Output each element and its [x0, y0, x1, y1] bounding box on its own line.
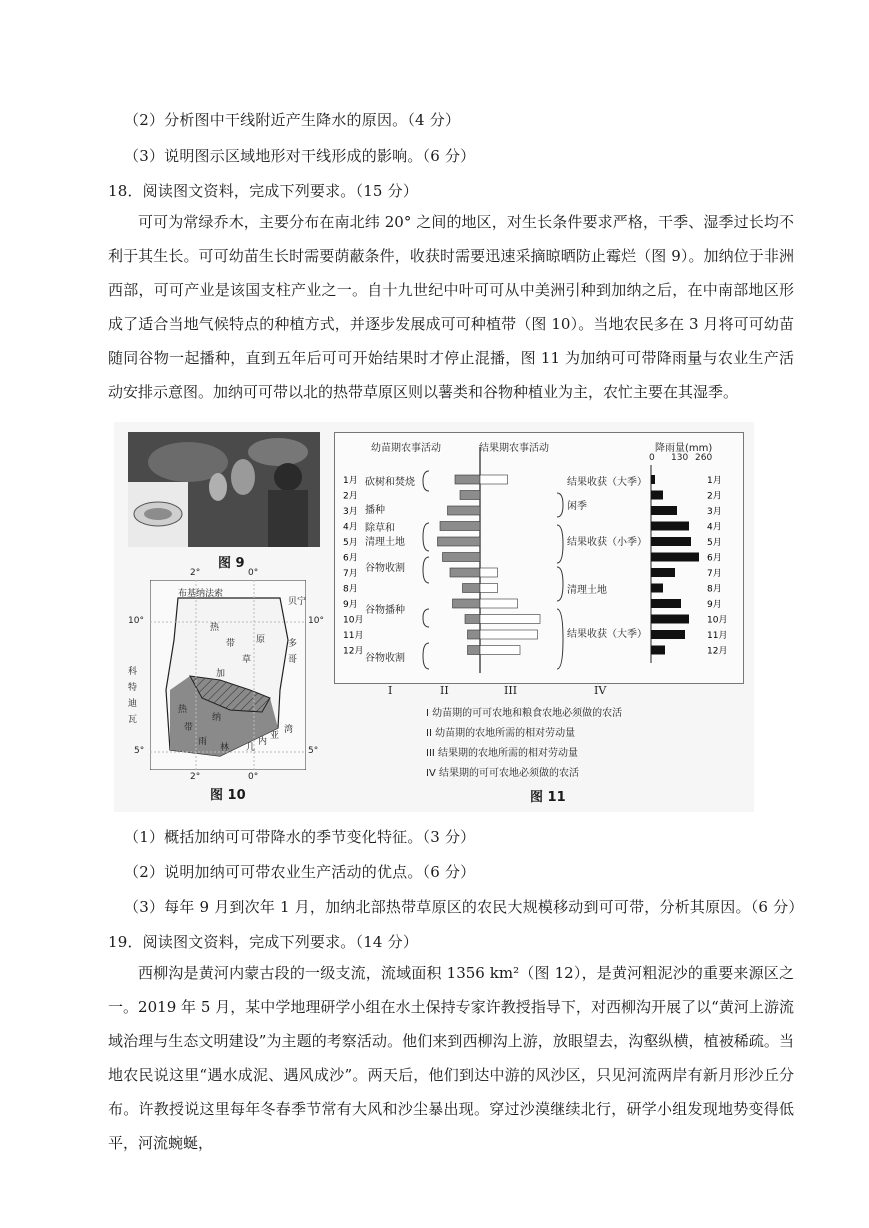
- fruiting-labor-bar: [480, 630, 538, 639]
- map-label-burkina: 布基纳法索: [178, 589, 224, 599]
- fruiting-labor-bar: [480, 646, 520, 655]
- fig11-panel: [334, 432, 744, 684]
- seedling-labor-bar: [455, 475, 480, 484]
- month-label-right: 12月: [707, 646, 728, 657]
- fruiting-labor-bar: [480, 568, 498, 577]
- month-label-right: 8月: [707, 584, 722, 595]
- fig10-caption: 图 10: [210, 788, 246, 803]
- rainfall-bar: [651, 537, 691, 546]
- map-label: 原: [256, 635, 266, 645]
- lat-label: 5°: [308, 746, 319, 756]
- seedling-labor-bar: [443, 553, 481, 562]
- month-label-right: 5月: [707, 538, 722, 548]
- month-label-left: 11月: [343, 631, 364, 641]
- month-label-left: 4月: [343, 522, 358, 533]
- month-label-right: 6月: [707, 553, 722, 564]
- map-label: 内: [258, 737, 268, 747]
- q19-heading: 19．阅读图文资料，完成下列要求。（14 分）: [108, 933, 419, 951]
- rainfall-bar: [651, 568, 675, 577]
- rainfall-bar: [651, 522, 689, 531]
- month-label-left: 2月: [343, 491, 358, 502]
- right-brace: [557, 525, 563, 563]
- rainfall-bar: [651, 615, 689, 624]
- lat-label: 10°: [128, 616, 144, 626]
- right-activity: 结果收获（大季）: [567, 629, 647, 640]
- right-brace: [557, 493, 563, 517]
- fig11-legend: III 结果期的农地所需的相对劳动量: [426, 748, 579, 759]
- rainfall-bar: [651, 491, 663, 500]
- right-activity: 清理土地: [567, 585, 607, 596]
- q19-paragraph: 西柳沟是黄河内蒙古段的一级支流，流域面积 1356 km²（图 12），是黄河粗泥沙的重要来源区之一。2019 年 5 月，某中学地理研学小组在水土保持专家许教授指导下，对西柳沟开展了以“黄河上游流域治理与生态文明建设”为主题的考察活动。他们来到西柳沟上游，放眼望去，沟壑纵横，植被稀疏。当地农民说这里“遇水成泥、遇风成沙”。两天后，他们到达中游的风沙区，只见河流两岸有新月形沙丘分布。许教授说这里每年冬春季节常有大风和沙尘暴出现。穿过沙漠继续北行，研学小组发现地势变得低平，河流蜿蜒，: [108, 964, 794, 1152]
- lon-label: 0°: [248, 568, 259, 578]
- figure-group: [114, 422, 754, 812]
- map-label: 哥: [288, 655, 298, 665]
- map-label: 林: [220, 743, 230, 753]
- left-brace: [423, 643, 429, 669]
- rain-tick: 0: [649, 453, 655, 463]
- map-label: 科: [128, 667, 138, 677]
- map-label: 纳: [212, 713, 222, 723]
- seedling-labor-bar: [450, 568, 480, 577]
- q18-paragraph: 可可为常绿乔木，主要分布在南北纬 20° 之间的地区，对生长条件要求严格，干季、湿季过长均不利于其生长。可可幼苗生长时需要荫蔽条件，收获时需要迅速采摘晾晒防止霉烂（图 9）。加纳位于非洲西部，可可产业是该国支柱产业之一。自十九世纪中叶可可从中美洲引种到加纳之后，在中南部地区形成了适合当地气候特点的种植方式，并逐步发展成可可种植带（图 10）。当地农民多在 3 月将可可幼苗随同谷物一起播种，直到五年后可可开始结果时才停止混播，图 11 为加纳可可带降雨量与农业生产活动安排示意图。加纳可可带以北的热带草原区则以薯类和谷物种植业为主，农忙主要在其湿季。: [108, 213, 794, 401]
- month-label-left: 12月: [343, 646, 364, 657]
- map-label: 亚: [270, 731, 280, 741]
- seedling-labor-bar: [463, 584, 481, 593]
- seedling-labor-bar: [468, 630, 481, 639]
- q18-sub3: （3）每年 9 月到次年 1 月，加纳北部热带草原区的农民大规模移动到可可带，分析其原因。（6 分）: [124, 898, 804, 916]
- map-label: 多: [288, 639, 298, 649]
- fig9-caption: 图 9: [218, 556, 245, 571]
- map-label: 迪: [128, 699, 138, 709]
- lon-label: 0°: [248, 772, 259, 782]
- fig11-legend: I 幼苗期的可可农地和粮食农地必须做的农活: [426, 708, 623, 719]
- seedling-labor-bar: [465, 615, 480, 624]
- left-activity: 谷物收割: [365, 653, 405, 664]
- ghana-map: [128, 568, 324, 782]
- map-label: 草: [242, 655, 252, 665]
- seedling-labor-bar: [438, 537, 481, 546]
- fruiting-labor-bar: [480, 584, 498, 593]
- right-activity: 结果收获（大季）: [567, 477, 647, 488]
- roman-label: I: [388, 684, 393, 697]
- left-activity: 播种: [365, 505, 385, 516]
- rainfall-bar: [651, 553, 699, 562]
- left-activity: 清理土地: [365, 537, 405, 548]
- right-brace: [557, 567, 563, 601]
- lon-label: 2°: [190, 568, 201, 578]
- left-activity: 谷物收割: [365, 563, 405, 574]
- fig11-chart-svg: [335, 433, 743, 683]
- month-label-right: 1月: [707, 476, 722, 486]
- fig11-caption: 图 11: [530, 790, 566, 805]
- map-label-benin: 贝宁: [288, 597, 307, 607]
- month-label-right: 4月: [707, 522, 722, 533]
- month-label-left: 1月: [343, 476, 358, 486]
- fig11-legend: II 幼苗期的农地所需的相对劳动量: [426, 728, 576, 739]
- q18-sub1: （1）概括加纳可可带降水的季节变化特征。（3 分）: [124, 828, 476, 846]
- month-label-left: 7月: [343, 569, 358, 579]
- lat-label: 5°: [134, 746, 145, 756]
- month-label-right: 10月: [707, 615, 728, 626]
- month-label-left: 3月: [343, 507, 358, 517]
- right-activity: 闲季: [567, 501, 587, 512]
- cocoa-photo-drawing: [128, 432, 320, 547]
- map-label: 瓦: [128, 715, 138, 725]
- map-label: 带: [184, 723, 194, 733]
- month-label-right: 7月: [707, 569, 722, 579]
- seedling-labor-bar: [440, 522, 480, 531]
- month-label-left: 6月: [343, 553, 358, 564]
- map-label: 特: [128, 683, 138, 693]
- q17-sub3: （3）说明图示区域地形对干线形成的影响。（6 分）: [124, 147, 476, 165]
- rain-tick: 260: [695, 453, 713, 463]
- q18-sub2: （2）说明加纳可可带农业生产活动的优点。（6 分）: [124, 863, 476, 881]
- fig11-legend: IV 结果期的可可农地必须做的农活: [426, 768, 579, 779]
- month-label-right: 3月: [707, 507, 722, 517]
- fruiting-labor-bar: [480, 599, 518, 608]
- roman-label: III: [504, 684, 518, 697]
- right-activity: 结果收获（小季）: [567, 537, 647, 548]
- fig11-header-left: 幼苗期农事活动: [371, 443, 441, 454]
- map-label: 湾: [284, 725, 294, 735]
- left-activity: 谷物播种: [365, 605, 405, 616]
- right-brace: [557, 609, 563, 669]
- left-activity: 除草和: [365, 523, 395, 534]
- month-label-left: 5月: [343, 538, 358, 548]
- rainfall-bar: [651, 584, 663, 593]
- month-label-right: 11月: [707, 631, 728, 641]
- rainfall-bar: [651, 646, 665, 655]
- q17-sub2: （2）分析图中干线附近产生降水的原因。（4 分）: [124, 111, 461, 129]
- left-brace: [423, 557, 429, 583]
- map-label: 热: [178, 705, 188, 715]
- roman-label: IV: [594, 684, 607, 697]
- fig11-header-rain: 降雨量(mm): [655, 443, 713, 454]
- seedling-labor-bar: [448, 506, 481, 515]
- roman-label: II: [440, 684, 449, 697]
- seedling-labor-bar: [453, 599, 481, 608]
- left-brace: [423, 609, 429, 627]
- rainfall-bar: [651, 506, 677, 515]
- cocoa-photo: [128, 432, 320, 547]
- rainfall-bar: [651, 475, 655, 484]
- left-brace: [423, 471, 429, 491]
- month-label-left: 10月: [343, 615, 364, 626]
- fruiting-labor-bar: [480, 615, 540, 624]
- seedling-labor-bar: [460, 491, 480, 500]
- q18-heading: 18．阅读图文资料，完成下列要求。（15 分）: [108, 182, 419, 200]
- seedling-labor-bar: [468, 646, 481, 655]
- month-label-right: 2月: [707, 491, 722, 502]
- rainfall-bar: [651, 599, 681, 608]
- map-label: 带: [226, 639, 236, 649]
- rain-tick: 130: [671, 453, 689, 463]
- lat-label: 10°: [308, 616, 324, 626]
- month-label-right: 9月: [707, 600, 722, 610]
- month-label-left: 8月: [343, 584, 358, 595]
- left-activity: 砍树和焚烧: [365, 477, 415, 488]
- lon-label: 2°: [190, 772, 201, 782]
- fig11-header-right: 结果期农事活动: [479, 443, 549, 454]
- map-label: 几: [246, 743, 256, 753]
- map-label: 加: [216, 669, 226, 679]
- left-brace: [423, 523, 429, 551]
- fruiting-labor-bar: [480, 475, 508, 484]
- rainfall-bar: [651, 630, 685, 639]
- map-label: 雨: [198, 737, 208, 747]
- month-label-left: 9月: [343, 600, 358, 610]
- map-label: 热: [210, 623, 220, 633]
